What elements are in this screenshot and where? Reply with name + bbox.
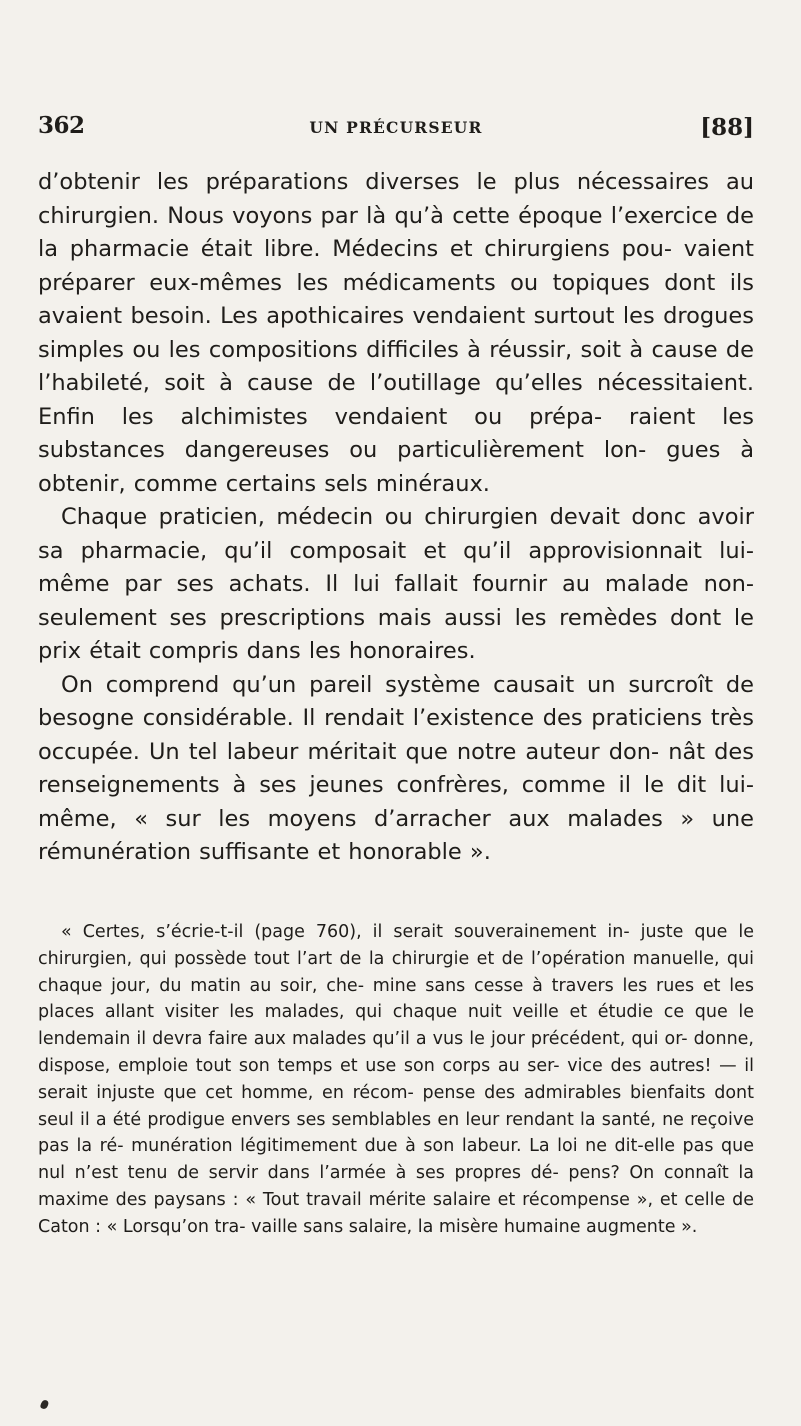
page-header <box>38 112 754 152</box>
quoted-passage <box>38 919 754 1241</box>
paragraph: d’obtenir les préparations diverses le plus nécessaires au chirurgien. Nous voyons par là qu’à cette époque l’exercice de la pharmacie était libre. Médecins et chirurgiens pou- vaient préparer eux-mêmes les médicaments ou topiques dont ils avaient besoin. Les apothicaires vendaient surtout les drogues simples ou les compositions difficiles à réussir, soit à cause de l’habileté, soit à cause de l’outillage qu’elles nécessitaient. Enfin les alchimistes vendaient ou prépa- raient les substances dangereuses ou particulièrement lon- gues à obtenir, comme certains sels minéraux. <box>38 169 754 497</box>
paragraph: On comprend qu’un pareil système causait un surcroît de besogne considérable. Il rendait l’existence des praticiens très occupée. Un tel labeur méritait que notre auteur don- nât des renseignements à ses jeunes confrères, comme il le dit lui-même, « sur les moyens d’arracher aux malades » une rémunération suffisante et honorable ». <box>38 671 754 865</box>
quote-paragraph: « Certes, s’écrie-t-il (page 760), il serait souverainement in- juste que le chirurgien, qui possède tout l’art de la chirurgie et de l’opération manuelle, qui chaque jour, du matin au soir, che- mine sans cesse à travers les rues et les places allant visiter les malades, qui chaque nuit veille et étudie ce que le lendemain il devra faire aux malades qu’il a vus le jour précédent, qui or- donne, dispose, emploie tout son temps et use son corps au ser- vice des autres! — il serait injuste que cet homme, en récom- pense des admirables bienfaits dont seul il a été prodigue envers ses semblables en leur rendant la santé, ne reçoive pas la ré- munération légitimement due à son labeur. La loi ne dit-elle pas que nul n’est tenu de servir dans l’armée à ses propres dé- pens? On connaît la maxime des paysans : « Tout travail mérite salaire et récompense », et celle de Caton : « Lorsqu’on tra- vaille sans salaire, la misère humaine augmente ». <box>38 922 754 1237</box>
paragraph: Chaque praticien, médecin ou chirurgien devait donc avoir sa pharmacie, qu’il composait et qu’il approvisionnait lui-même par ses achats. Il lui fallait fournir au malade non-seulement ses prescriptions mais aussi les remèdes dont le prix était compris dans les honoraires. <box>38 504 754 664</box>
chapter-reference: [88] <box>700 114 754 141</box>
running-title: UN PRÉCURSEUR <box>309 118 483 137</box>
page-number: 362 <box>38 112 85 139</box>
ink-speck <box>40 1399 50 1410</box>
main-text <box>38 166 754 870</box>
